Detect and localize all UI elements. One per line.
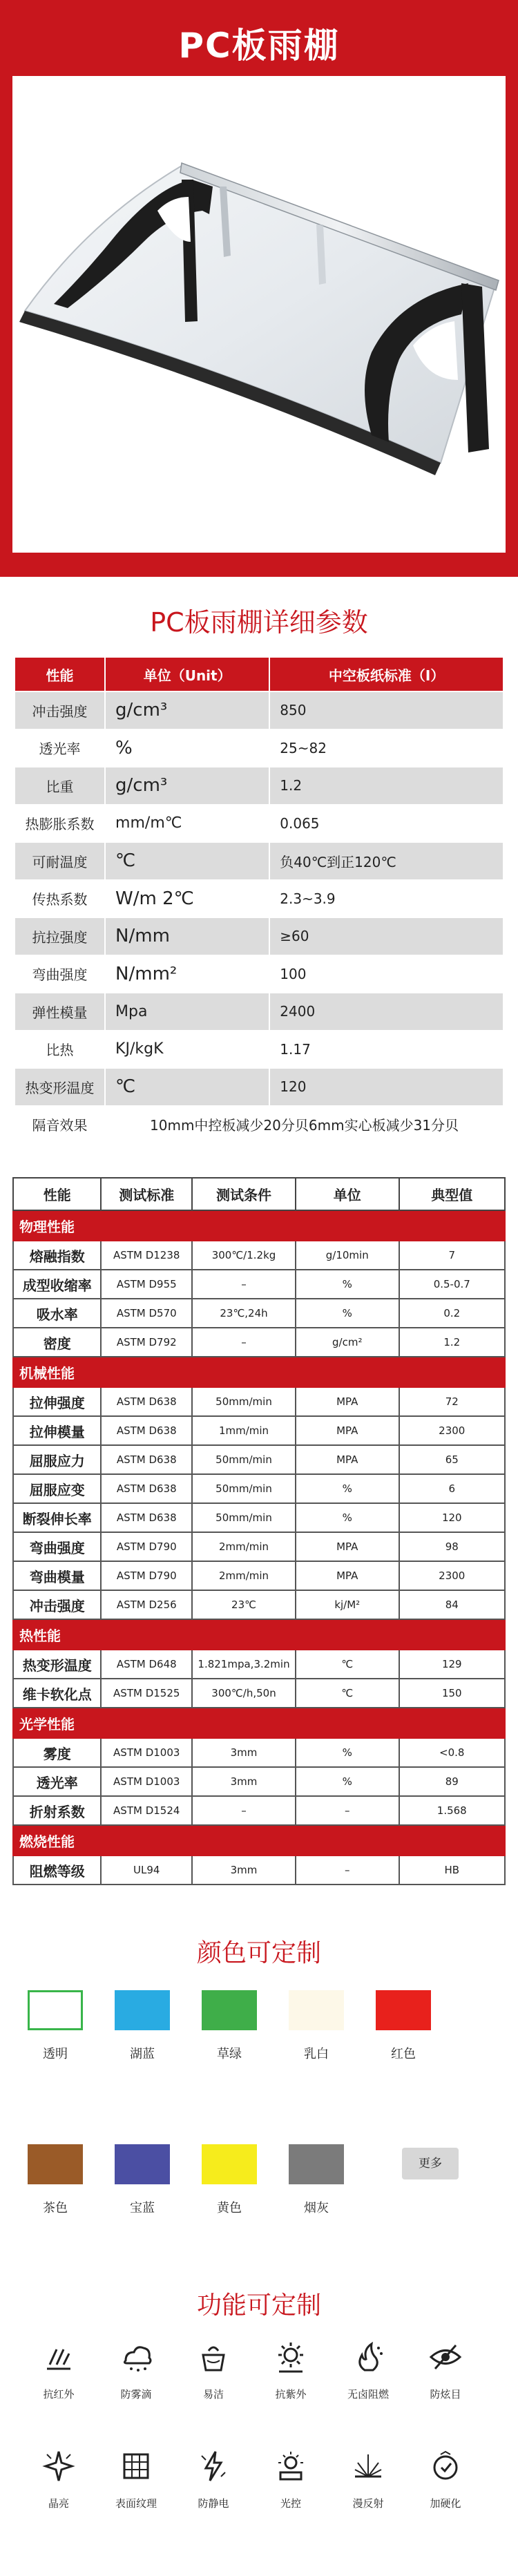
param-value: 2.3~3.9	[269, 880, 503, 918]
spec-value: <0.8	[399, 1738, 505, 1767]
function-label: 表面纹理	[115, 2497, 157, 2510]
param-value: 25~82	[269, 729, 503, 767]
spec-standard: ASTM D955	[101, 1270, 192, 1299]
spec-standard: ASTM D638	[101, 1503, 192, 1532]
param-name: 比重	[15, 767, 105, 805]
anti-glare-icon	[428, 2340, 463, 2374]
color-label: 湖蓝	[130, 2047, 155, 2061]
spec-condition: 1.821mpa,3.2min	[192, 1650, 296, 1679]
spec-unit: MPA	[296, 1445, 399, 1474]
function-item	[175, 2340, 251, 2401]
param-unit: %	[105, 729, 269, 767]
spec-group-header	[13, 1825, 505, 1855]
spec-property: 维卡软化点	[13, 1679, 101, 1708]
param-name: 冲击强度	[15, 691, 105, 729]
spec-value: 129	[399, 1650, 505, 1679]
spec-condition: –	[192, 1328, 296, 1357]
diffuse-reflection-icon	[351, 2449, 385, 2483]
color-swatch[interactable]	[202, 1990, 257, 2030]
color-label: 茶色	[43, 2201, 68, 2215]
spec-condition: 2mm/min	[192, 1561, 296, 1590]
function-icon-grid	[0, 2327, 518, 2576]
param-name: 弯曲强度	[15, 955, 105, 993]
spec-header-property: 性能	[13, 1178, 101, 1210]
spec-row	[13, 1679, 505, 1708]
spec-condition: 50mm/min	[192, 1503, 296, 1532]
color-swatch[interactable]	[376, 1990, 431, 2030]
param-unit: Mpa	[105, 993, 269, 1031]
spec-standard: ASTM D638	[101, 1474, 192, 1503]
param-name: 可耐温度	[15, 842, 105, 880]
spec-standard: ASTM D638	[101, 1416, 192, 1445]
function-label: 晶亮	[48, 2497, 69, 2510]
header-property: 性能	[15, 657, 105, 691]
spec-unit: kj/M²	[296, 1590, 399, 1619]
params-table-header	[15, 657, 503, 691]
color-swatch[interactable]	[28, 1990, 83, 2030]
anti-static-icon	[196, 2449, 231, 2483]
color-swatch[interactable]	[289, 1990, 344, 2030]
light-control-icon	[274, 2449, 308, 2483]
param-name: 热变形温度	[15, 1068, 105, 1106]
spec-header-standard: 测试标准	[101, 1178, 192, 1210]
spec-row	[13, 1299, 505, 1328]
param-value: 1.17	[269, 1031, 503, 1069]
param-value: 负40℃到正120℃	[269, 842, 503, 880]
spec-condition: –	[192, 1796, 296, 1825]
function-item	[21, 2340, 97, 2401]
spec-property: 屈服应力	[13, 1445, 101, 1474]
spec-group-title: 物理性能	[13, 1210, 505, 1241]
color-swatch-grid	[0, 1975, 518, 2265]
spec-table	[12, 1177, 506, 1885]
spec-condition: 2mm/min	[192, 1532, 296, 1561]
color-label: 乳白	[304, 2047, 329, 2061]
spec-value: 84	[399, 1590, 505, 1619]
param-value: 850	[269, 691, 503, 729]
hero-banner	[0, 0, 518, 577]
spec-value: 2300	[399, 1416, 505, 1445]
spec-value: 0.5-0.7	[399, 1270, 505, 1299]
spec-group-title: 燃烧性能	[13, 1825, 505, 1855]
function-item	[330, 2340, 406, 2401]
spec-unit: %	[296, 1299, 399, 1328]
spec-unit: %	[296, 1503, 399, 1532]
spec-row	[13, 1474, 505, 1503]
spec-unit: MPA	[296, 1532, 399, 1561]
function-label: 抗红外	[43, 2388, 75, 2401]
anti-uv-icon	[274, 2340, 308, 2374]
spec-condition: 50mm/min	[192, 1445, 296, 1474]
spec-property: 弯曲强度	[13, 1532, 101, 1561]
param-value: 10mm中控板减少20分贝6mm实心板减少31分贝	[105, 1106, 503, 1144]
spec-property: 热变形温度	[13, 1650, 101, 1679]
spec-value: 7	[399, 1241, 505, 1270]
spec-value: 65	[399, 1445, 505, 1474]
hardening-icon	[428, 2449, 463, 2483]
color-swatch[interactable]	[289, 2144, 344, 2184]
function-item	[98, 2449, 174, 2510]
color-swatch[interactable]	[115, 2144, 170, 2184]
spec-group-header	[13, 1708, 505, 1738]
spec-standard: ASTM D638	[101, 1387, 192, 1416]
spec-header-unit: 单位	[296, 1178, 399, 1210]
param-unit: ℃	[105, 842, 269, 880]
spec-property: 拉伸强度	[13, 1387, 101, 1416]
spec-property: 吸水率	[13, 1299, 101, 1328]
param-value: 0.065	[269, 805, 503, 843]
function-label: 抗紫外	[275, 2388, 307, 2401]
spec-row	[13, 1328, 505, 1357]
spec-row	[13, 1503, 505, 1532]
more-colors-button[interactable]: 更多	[402, 2148, 459, 2179]
params-title: PC板雨棚详细参数	[150, 607, 368, 638]
spec-value: 0.2	[399, 1299, 505, 1328]
spec-row	[13, 1738, 505, 1767]
spec-group-title: 机械性能	[13, 1357, 505, 1387]
easy-clean-icon	[196, 2340, 231, 2374]
spec-condition: 300℃/1.2kg	[192, 1241, 296, 1270]
spec-condition: 3mm	[192, 1767, 296, 1796]
function-item	[175, 2449, 251, 2510]
param-name: 比热	[15, 1031, 105, 1069]
spec-unit: %	[296, 1474, 399, 1503]
spec-property: 透光率	[13, 1767, 101, 1796]
param-unit: N/mm²	[105, 955, 269, 993]
anti-fog-icon	[119, 2340, 153, 2374]
spec-row	[13, 1590, 505, 1619]
spec-row	[13, 1416, 505, 1445]
spec-row	[13, 1445, 505, 1474]
spec-table-wrapper	[12, 1177, 506, 1885]
spec-property: 拉伸模量	[13, 1416, 101, 1445]
spec-property: 密度	[13, 1328, 101, 1357]
spec-standard: ASTM D638	[101, 1445, 192, 1474]
spec-standard: ASTM D1238	[101, 1241, 192, 1270]
param-name: 传热系数	[15, 880, 105, 918]
spec-standard: ASTM D792	[101, 1328, 192, 1357]
function-item	[407, 2449, 483, 2510]
function-label: 防炫目	[430, 2388, 461, 2401]
spec-property: 熔融指数	[13, 1241, 101, 1270]
param-unit: g/cm³	[105, 767, 269, 805]
spec-unit: %	[296, 1270, 399, 1299]
spec-value: 89	[399, 1767, 505, 1796]
function-item	[98, 2340, 174, 2401]
spec-standard: ASTM D1003	[101, 1738, 192, 1767]
spec-property: 屈服应变	[13, 1474, 101, 1503]
param-value: 1.2	[269, 767, 503, 805]
spec-value: 2300	[399, 1561, 505, 1590]
params-row	[15, 842, 503, 880]
param-value: 100	[269, 955, 503, 993]
function-label: 防雾滴	[120, 2388, 152, 2401]
color-label: 草绿	[217, 2047, 242, 2061]
function-item	[407, 2340, 483, 2401]
spec-value: 150	[399, 1679, 505, 1708]
spec-value: 1.568	[399, 1796, 505, 1825]
spec-standard: ASTM D1003	[101, 1767, 192, 1796]
spec-group-title: 光学性能	[13, 1708, 505, 1738]
function-label: 加硬化	[430, 2497, 461, 2510]
spec-standard: ASTM D790	[101, 1532, 192, 1561]
params-row	[15, 805, 503, 843]
spec-unit: –	[296, 1796, 399, 1825]
spec-property: 冲击强度	[13, 1590, 101, 1619]
spec-row	[13, 1855, 505, 1885]
params-row	[15, 767, 503, 805]
spec-property: 弯曲模量	[13, 1561, 101, 1590]
spec-group-header	[13, 1619, 505, 1650]
color-swatch[interactable]	[115, 1990, 170, 2030]
spec-row	[13, 1532, 505, 1561]
functions-title: 功能可定制	[196, 2291, 321, 2320]
params-row	[15, 1031, 503, 1069]
param-unit: mm/m℃	[105, 805, 269, 843]
spec-property: 断裂伸长率	[13, 1503, 101, 1532]
spec-unit: ℃	[296, 1650, 399, 1679]
params-row	[15, 880, 503, 918]
spec-group-header	[13, 1210, 505, 1241]
spec-condition: 300℃/h,50n	[192, 1679, 296, 1708]
params-row	[15, 917, 503, 955]
spec-value: 1.2	[399, 1328, 505, 1357]
spec-value: 6	[399, 1474, 505, 1503]
spec-condition: 23℃,24h	[192, 1299, 296, 1328]
spec-row	[13, 1270, 505, 1299]
spec-row	[13, 1767, 505, 1796]
color-label: 红色	[391, 2047, 416, 2061]
param-value: ≥60	[269, 917, 503, 955]
color-label: 黄色	[217, 2201, 242, 2215]
color-swatch[interactable]	[202, 2144, 257, 2184]
spec-standard: ASTM D1524	[101, 1796, 192, 1825]
anti-infrared-icon	[41, 2340, 76, 2374]
color-label: 透明	[43, 2047, 68, 2061]
param-name: 热膨胀系数	[15, 805, 105, 843]
spec-condition: 23℃	[192, 1590, 296, 1619]
color-label: 烟灰	[304, 2201, 329, 2215]
hero-title: PC板雨棚	[178, 26, 340, 66]
param-name: 隔音效果	[15, 1106, 105, 1144]
spec-property: 雾度	[13, 1738, 101, 1767]
colors-title: 颜色可定制	[196, 1939, 321, 1967]
color-label: 宝蓝	[130, 2201, 155, 2215]
param-name: 透光率	[15, 729, 105, 767]
spec-unit: MPA	[296, 1387, 399, 1416]
function-item	[253, 2340, 329, 2401]
param-name: 弹性模量	[15, 993, 105, 1031]
spec-standard: UL94	[101, 1855, 192, 1885]
spec-group-title: 热性能	[13, 1619, 505, 1650]
spec-standard: ASTM D790	[101, 1561, 192, 1590]
spec-condition: 3mm	[192, 1855, 296, 1885]
spec-unit: %	[296, 1767, 399, 1796]
spec-condition: 3mm	[192, 1738, 296, 1767]
param-unit: N/mm	[105, 917, 269, 955]
surface-texture-icon	[119, 2449, 153, 2483]
params-table	[14, 656, 504, 1144]
function-item	[21, 2449, 97, 2510]
spec-unit: g/10min	[296, 1241, 399, 1270]
params-row	[15, 955, 503, 993]
spec-unit: g/cm²	[296, 1328, 399, 1357]
spec-unit: MPA	[296, 1416, 399, 1445]
spec-header-typical: 典型值	[399, 1178, 505, 1210]
spec-standard: ASTM D1525	[101, 1679, 192, 1708]
color-swatch[interactable]	[28, 2144, 83, 2184]
spec-value: 72	[399, 1387, 505, 1416]
awning-illustration	[12, 76, 506, 553]
spec-property: 成型收缩率	[13, 1270, 101, 1299]
param-unit: KJ/kgK	[105, 1031, 269, 1069]
function-item	[253, 2449, 329, 2510]
spec-unit: –	[296, 1855, 399, 1885]
spec-condition: 50mm/min	[192, 1474, 296, 1503]
spec-row	[13, 1650, 505, 1679]
function-label: 防静电	[198, 2497, 229, 2510]
spec-unit: ℃	[296, 1679, 399, 1708]
product-photo	[12, 76, 506, 553]
params-row-soundproof	[15, 1106, 503, 1144]
spec-condition: 1mm/min	[192, 1416, 296, 1445]
params-row	[15, 691, 503, 729]
spec-condition: 50mm/min	[192, 1387, 296, 1416]
param-value: 2400	[269, 993, 503, 1031]
function-label: 漫反射	[352, 2497, 384, 2510]
spec-value: 98	[399, 1532, 505, 1561]
spec-table-body	[13, 1210, 505, 1885]
spec-table-header	[13, 1178, 505, 1210]
spec-standard: ASTM D648	[101, 1650, 192, 1679]
spec-row	[13, 1796, 505, 1825]
param-value: 120	[269, 1068, 503, 1106]
spec-property: 阻燃等级	[13, 1855, 101, 1885]
flame-retardant-icon	[351, 2340, 385, 2374]
params-row	[15, 1068, 503, 1106]
param-name: 抗拉强度	[15, 917, 105, 955]
function-item	[330, 2449, 406, 2510]
function-label: 光控	[280, 2497, 301, 2510]
spec-row	[13, 1561, 505, 1590]
spec-unit: MPA	[296, 1561, 399, 1590]
crystal-bright-icon	[41, 2449, 76, 2483]
params-row	[15, 993, 503, 1031]
spec-header-condition: 测试条件	[192, 1178, 296, 1210]
spec-group-header	[13, 1357, 505, 1387]
params-table-body	[15, 691, 503, 1143]
function-label: 易洁	[202, 2388, 224, 2401]
function-label: 无卤阻燃	[347, 2388, 389, 2401]
spec-value: HB	[399, 1855, 505, 1885]
param-unit: ℃	[105, 1068, 269, 1106]
spec-value: 120	[399, 1503, 505, 1532]
header-standard: 中空板纸标准（I）	[269, 657, 503, 691]
spec-condition: –	[192, 1270, 296, 1299]
spec-property: 折射系数	[13, 1796, 101, 1825]
params-row	[15, 729, 503, 767]
spec-standard: ASTM D256	[101, 1590, 192, 1619]
spec-standard: ASTM D570	[101, 1299, 192, 1328]
param-unit: W/m 2℃	[105, 880, 269, 918]
header-unit: 单位（Unit）	[105, 657, 269, 691]
spec-row	[13, 1241, 505, 1270]
param-unit: g/cm³	[105, 691, 269, 729]
spec-unit: %	[296, 1738, 399, 1767]
spec-row	[13, 1387, 505, 1416]
